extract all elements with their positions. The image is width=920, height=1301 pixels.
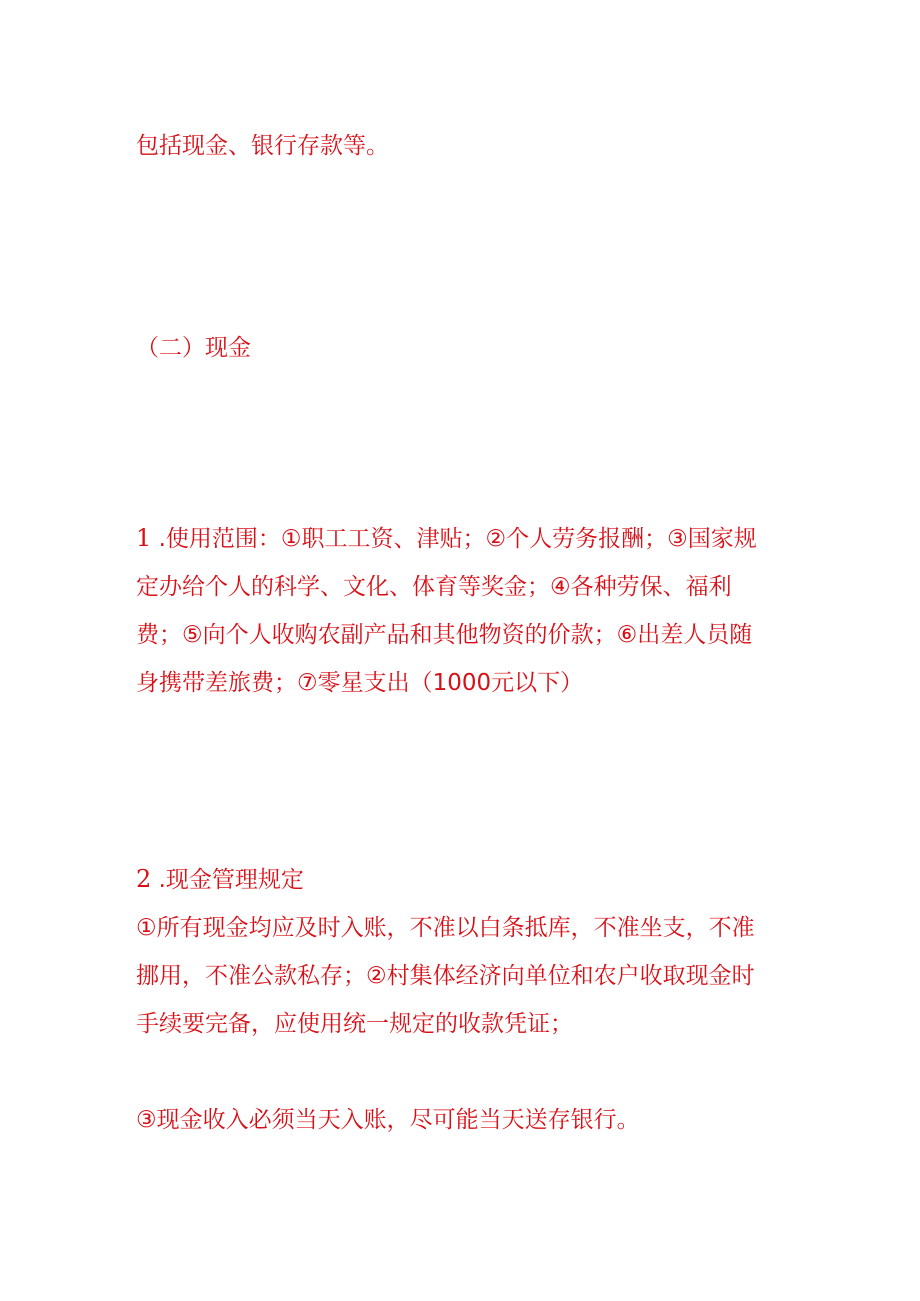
item2-title: .现金管理规定: [151, 867, 304, 893]
item2-paragraph: [136, 855, 786, 1048]
item2-point3-paragraph: [136, 1096, 786, 1144]
item2-line-1: ①所有现金均应及时入账，不准以白条抵库，不准坐支，不准: [136, 915, 755, 941]
item1-line-1-text: .使用范围：①职工工资、津贴；②个人劳务报酬；③国家规: [151, 526, 757, 552]
item1-line-2: 定办给个人的科学、文化、体育等奖金；④各种劳保、福利: [136, 574, 732, 600]
item2-number: 2: [136, 865, 152, 893]
item2-line-2: 挪用，不准公款私存；②村集体经济向单位和农户收取现金时: [136, 963, 755, 989]
item1-number: 1: [136, 524, 152, 552]
section-heading-text: （二）现金: [136, 335, 251, 361]
item1-line-1: [136, 514, 786, 563]
item2-title-line: [136, 855, 786, 904]
item1-paragraph: [136, 514, 786, 707]
item2-line-3: 手续要完备，应使用统一规定的收款凭证；: [136, 1011, 573, 1037]
item1-line-4: 身携带差旅费；⑦零星支出（1000元以下）: [136, 670, 584, 696]
item2-point3: ③现金收入必须当天入账，尽可能当天送存银行。: [136, 1107, 640, 1133]
intro-paragraph: [136, 122, 786, 170]
section-heading: [136, 324, 786, 372]
intro-line: 包括现金、银行存款等。: [136, 133, 389, 159]
item1-line-3: 费；⑤向个人收购农副产品和其他物资的价款；⑥出差人员随: [136, 622, 753, 648]
